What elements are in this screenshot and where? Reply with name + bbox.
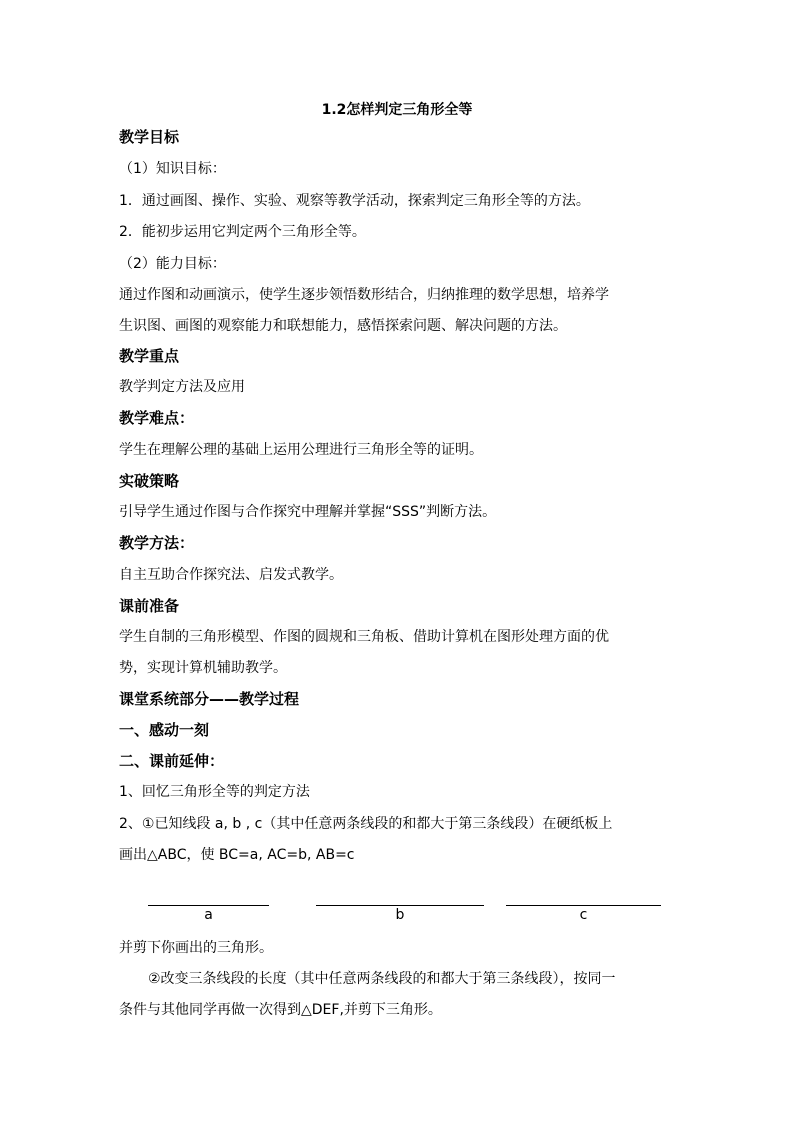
segment-b-label: b — [395, 907, 405, 923]
task-item-2-line-2: 画出△ABC，使 BC=a, AC=b, AB=c — [119, 847, 355, 863]
preparation-line-2: 势，实现计算机辅助教学。 — [119, 660, 287, 676]
ability-goal-line-2: 生识图、画图的观察能力和联想能力，感悟探索问题、解决问题的方法。 — [119, 318, 567, 334]
heading-process: 课堂系统部分——教学过程 — [119, 690, 300, 708]
segment-c-label: c — [579, 907, 588, 923]
segment-b-line — [316, 905, 484, 906]
process-part-2: 二、课前延伸： — [119, 752, 225, 770]
strategy-text: 引导学生通过作图与合作探究中理解并掌握“SSS”判断方法。 — [119, 504, 497, 520]
ability-goal-heading: （2）能力目标： — [119, 256, 226, 272]
key-points-text: 教学判定方法及应用 — [119, 379, 245, 395]
heading-preparation: 课前准备 — [119, 597, 180, 615]
method-text: 自主互助合作探究法、启发式教学。 — [119, 567, 343, 583]
heading-strategy: 实破策略 — [119, 472, 180, 490]
after-segments-line-2: ②改变三条线段的长度（其中任意两条线段的和都大于第三条线段），按同一 — [148, 971, 616, 987]
process-part-1: 一、感动一刻 — [119, 721, 210, 739]
after-segments-line-1: 并剪下你画出的三角形。 — [119, 940, 273, 956]
difficulties-text: 学生在理解公理的基础上运用公理进行三角形全等的证明。 — [119, 442, 483, 458]
knowledge-goal-1: 1．通过画图、操作、实验、观察等教学活动，探索判定三角形全等的方法。 — [119, 193, 590, 209]
preparation-line-1: 学生自制的三角形模型、作图的圆规和三角板、借助计算机在图形处理方面的优 — [119, 629, 609, 645]
ability-goal-line-1: 通过作图和动画演示，使学生逐步领悟数形结合，归纳推理的数学思想，培养学 — [119, 287, 609, 303]
heading-method: 教学方法： — [119, 534, 195, 552]
knowledge-goal-2: 2．能初步运用它判定两个三角形全等。 — [119, 224, 366, 240]
page-title: 1.2怎样判定三角形全等 — [321, 102, 473, 118]
knowledge-goal-heading: （1）知识目标： — [119, 161, 226, 177]
after-segments-line-3: 条件与其他同学再做一次得到△DEF,并剪下三角形。 — [119, 1002, 442, 1018]
heading-key-points: 教学重点 — [119, 347, 180, 365]
segment-c-line — [506, 905, 661, 906]
segment-a-line — [148, 905, 269, 906]
segment-a-label: a — [204, 907, 213, 923]
task-item-1: 1、回忆三角形全等的判定方法 — [119, 784, 310, 800]
heading-difficulties: 教学难点： — [119, 409, 195, 427]
task-item-2-line-1: 2、①已知线段 a, b , c（其中任意两条线段的和都大于第三条线段）在硬纸板上 — [119, 816, 613, 832]
heading-teaching-goals: 教学目标 — [119, 128, 180, 146]
